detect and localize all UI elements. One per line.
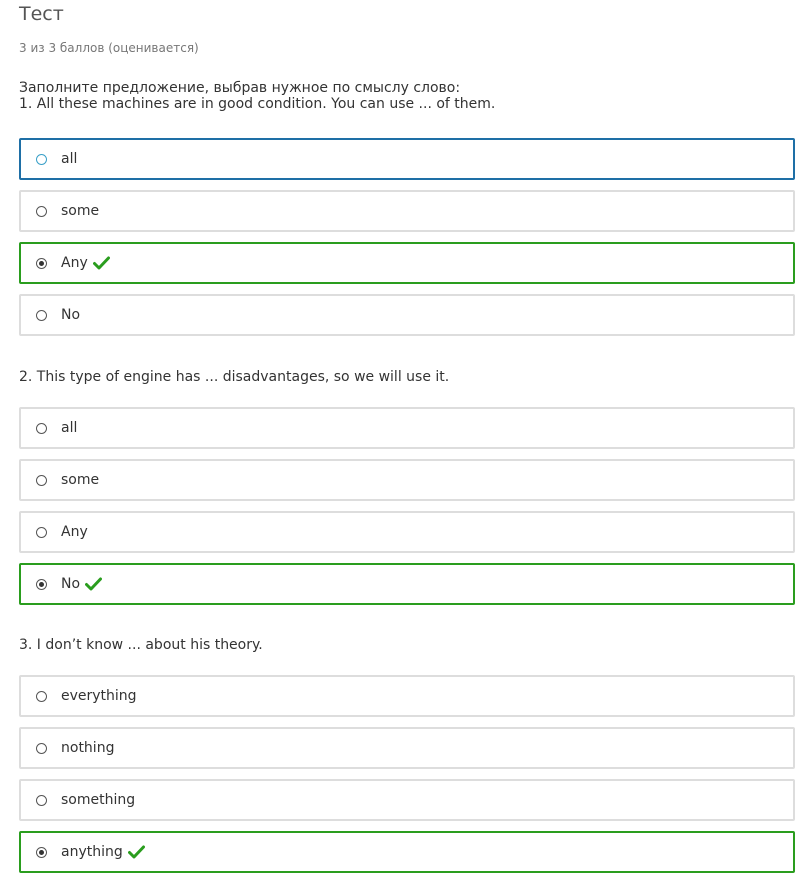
q3-option-anything[interactable] (19, 831, 795, 873)
radio-button[interactable] (36, 743, 47, 754)
score-text: 3 из 3 баллов (оценивается) (19, 41, 199, 55)
check-icon (85, 577, 102, 591)
radio-button-selected[interactable] (36, 579, 47, 590)
q1-option-any[interactable] (19, 242, 795, 284)
check-icon (128, 845, 145, 859)
radio-button[interactable] (36, 475, 47, 486)
q1-option-all[interactable] (19, 138, 795, 180)
q2-option-no[interactable] (19, 563, 795, 605)
radio-button[interactable] (36, 795, 47, 806)
radio-button[interactable] (36, 310, 47, 321)
radio-button-selected[interactable] (36, 258, 47, 269)
q2-option-all[interactable] (19, 407, 795, 449)
q1-option-no[interactable] (19, 294, 795, 336)
question-1-prompt: 1. All these machines are in good condition. You can use ... of them. (19, 96, 496, 112)
radio-button[interactable] (36, 527, 47, 538)
radio-button[interactable] (36, 691, 47, 702)
option-label: anything (61, 844, 123, 860)
option-label: nothing (61, 740, 115, 756)
option-label: everything (61, 688, 137, 704)
radio-button[interactable] (36, 154, 47, 165)
radio-button[interactable] (36, 206, 47, 217)
page-title: Тест (19, 3, 64, 25)
option-label: No (61, 307, 81, 323)
option-label: something (61, 792, 136, 808)
q2-option-some[interactable] (19, 459, 795, 501)
option-label: No (61, 576, 81, 592)
q3-option-something[interactable] (19, 779, 795, 821)
q2-option-any[interactable] (19, 511, 795, 553)
check-icon (93, 256, 110, 270)
question-3-text: 3. I don’t know ... about his theory. (19, 637, 263, 653)
radio-button[interactable] (36, 423, 47, 434)
option-label: some (61, 203, 100, 219)
option-label: Any (61, 524, 88, 540)
radio-button-selected[interactable] (36, 847, 47, 858)
q3-option-nothing[interactable] (19, 727, 795, 769)
option-label: all (61, 420, 78, 436)
q1-option-some[interactable] (19, 190, 795, 232)
instruction-text: Заполните предложение, выбрав нужное по смыслу слово: (19, 80, 461, 96)
option-label: all (61, 151, 78, 167)
q3-option-everything[interactable] (19, 675, 795, 717)
question-1-text (19, 80, 495, 112)
option-label: some (61, 472, 100, 488)
question-2-text: 2. This type of engine has ... disadvantages, so we will use it. (19, 369, 450, 385)
option-label: Any (61, 255, 88, 271)
